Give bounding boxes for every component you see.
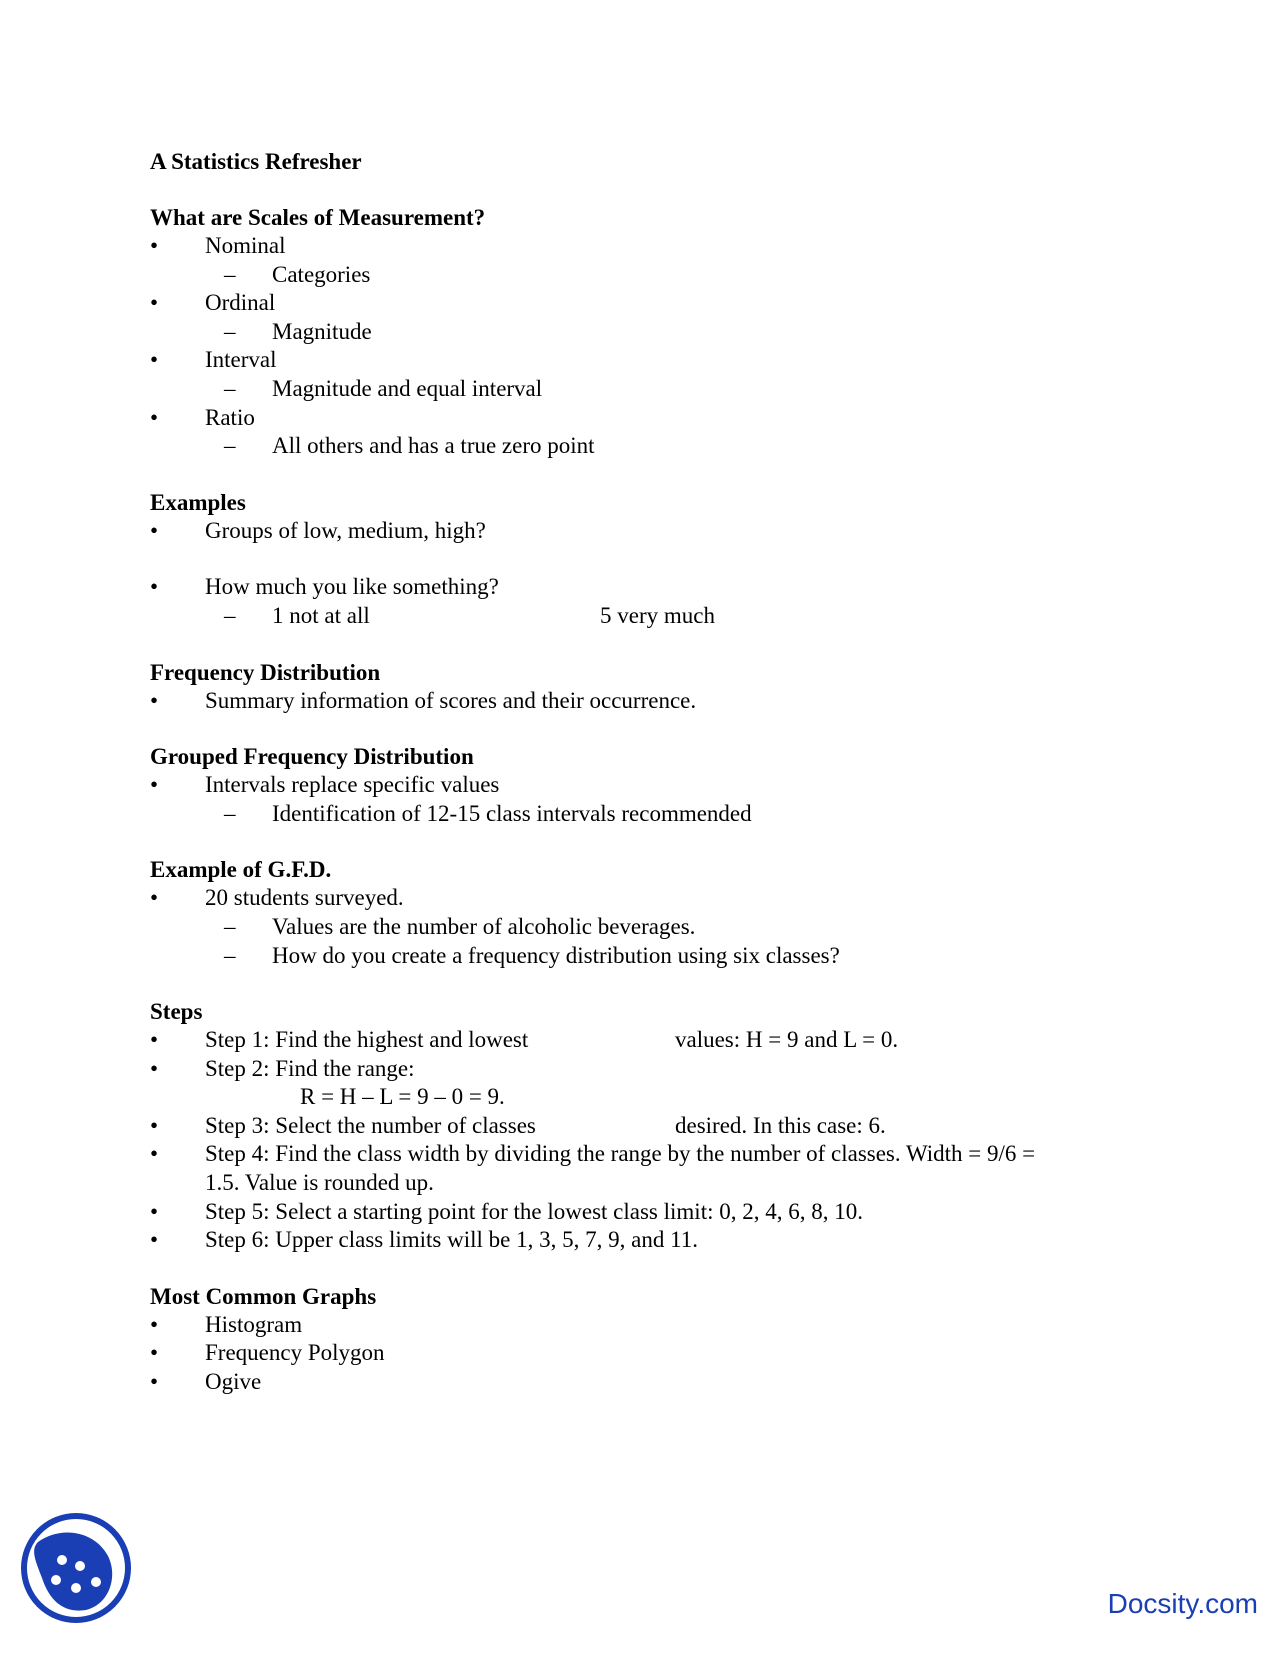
step-3: Step 3: Select the number of classes: [205, 1112, 536, 1138]
example-liking: How much you like something?: [205, 574, 499, 600]
scale-interval-desc: Magnitude and equal interval: [272, 375, 543, 401]
list-item: [150, 1026, 1150, 1055]
docsity-brand-link[interactable]: Docsity.com: [1107, 1588, 1258, 1619]
list-subitem: [150, 318, 1150, 347]
list-item: [150, 1112, 1150, 1141]
graphs-heading: Most Common Graphs: [150, 1283, 377, 1309]
bullet-icon: •: [150, 687, 159, 713]
freq-desc: Summary information of scores and their occurrence.: [205, 687, 697, 713]
bullet-icon: •: [150, 1311, 159, 1337]
bullet-icon: •: [150, 772, 159, 798]
scale-nominal: Nominal: [205, 233, 286, 258]
step-4-continued: 1.5. Value is rounded up.: [205, 1170, 434, 1196]
bullet-icon: •: [150, 1227, 159, 1253]
list-subitem: [150, 942, 1150, 971]
bullet-icon: •: [150, 290, 159, 316]
scale-nominal-desc: Categories: [272, 261, 371, 287]
list-item: [150, 771, 1150, 800]
bullet-icon: •: [150, 1340, 159, 1366]
list-item: [150, 1140, 1150, 1169]
step-3-desired: desired. In this case: 6.: [675, 1112, 886, 1138]
dash-icon: –: [224, 800, 236, 826]
list-subitem: [150, 432, 1150, 461]
examples-heading: Examples: [150, 489, 246, 515]
step-1-values: values: H = 9 and L = 0.: [675, 1027, 899, 1053]
list-subitem: [150, 375, 1150, 404]
dash-icon: –: [224, 375, 236, 401]
steps-heading: Steps: [150, 999, 203, 1025]
dash-icon: –: [224, 942, 236, 968]
gfd-question: How do you create a frequency distribution using six classes?: [272, 942, 840, 968]
list-item: [150, 232, 1150, 261]
document-page: [150, 148, 1150, 1397]
dash-icon: –: [224, 318, 236, 344]
bullet-icon: •: [150, 347, 159, 373]
bullet-icon: •: [150, 1198, 159, 1224]
step-5: Step 5: Select a starting point for the lowest class limit: 0, 2, 4, 6, 8, 10.: [205, 1198, 863, 1224]
scale-interval: Interval: [205, 347, 277, 373]
list-item: [150, 404, 1150, 433]
list-item: [150, 1311, 1150, 1340]
list-subitem: [150, 913, 1150, 942]
list-item: [150, 346, 1150, 375]
dash-icon: –: [224, 602, 236, 628]
grouped-desc: Intervals replace specific values: [205, 772, 500, 798]
grouped-sub: Identification of 12-15 class intervals recommended: [272, 800, 752, 826]
graph-ogive: Ogive: [205, 1369, 262, 1395]
continuation-line: [150, 1169, 1150, 1198]
list-item: [150, 1368, 1150, 1397]
bullet-icon: •: [150, 574, 159, 600]
docsity-logo-icon[interactable]: [20, 1512, 132, 1624]
graph-frequency-polygon: Frequency Polygon: [205, 1340, 385, 1366]
graph-histogram: Histogram: [205, 1311, 303, 1337]
document-title: A Statistics Refresher: [150, 149, 362, 174]
grouped-heading: Grouped Frequency Distribution: [150, 744, 474, 770]
list-item: [150, 1226, 1150, 1255]
scale-ordinal-desc: Magnitude: [272, 318, 372, 344]
scale-ratio: Ratio: [205, 404, 255, 430]
list-subitem: [150, 261, 1150, 290]
list-subitem: [150, 800, 1150, 829]
formula-line: [150, 1083, 1150, 1112]
bullet-icon: •: [150, 1369, 159, 1395]
step-4: Step 4: Find the class width by dividing the range by the number of classes. Width = 9/6 =: [205, 1141, 1036, 1167]
bullet-icon: •: [150, 1141, 159, 1167]
list-item: [150, 687, 1150, 716]
gfd-heading: Example of G.F.D.: [150, 857, 332, 883]
list-subitem: [150, 602, 1150, 631]
step-6: Step 6: Upper class limits will be 1, 3, 5, 7, 9, and 11.: [205, 1227, 698, 1253]
step-1: Step 1: Find the highest and lowest: [205, 1027, 529, 1053]
list-item: [150, 573, 1150, 602]
list-item: [150, 884, 1150, 913]
list-item: [150, 517, 1150, 546]
list-item: [150, 1055, 1150, 1084]
scale-ordinal: Ordinal: [205, 290, 276, 316]
list-item: [150, 1339, 1150, 1368]
dash-icon: –: [224, 261, 236, 287]
freq-heading: Frequency Distribution: [150, 659, 381, 685]
list-item: [150, 289, 1150, 318]
dash-icon: –: [224, 913, 236, 939]
scale-ratio-desc: All others and has a true zero point: [272, 433, 595, 459]
scale-low-anchor: 1 not at all: [272, 602, 370, 628]
range-formula: R = H – L = 9 – 0 = 9.: [300, 1084, 505, 1110]
scale-high-anchor: 5 very much: [600, 602, 715, 628]
dash-icon: –: [224, 433, 236, 459]
bullet-icon: •: [150, 233, 159, 258]
list-item: [150, 1198, 1150, 1227]
gfd-values: Values are the number of alcoholic beverages.: [272, 913, 696, 939]
bullet-icon: •: [150, 1055, 159, 1081]
example-groups: Groups of low, medium, high?: [205, 517, 486, 543]
bullet-icon: •: [150, 1112, 159, 1138]
bullet-icon: •: [150, 404, 159, 430]
bullet-icon: •: [150, 517, 159, 543]
gfd-students: 20 students surveyed.: [205, 885, 404, 911]
bullet-icon: •: [150, 1027, 159, 1053]
scales-heading: What are Scales of Measurement?: [150, 205, 486, 230]
bullet-icon: •: [150, 885, 159, 911]
step-2: Step 2: Find the range:: [205, 1055, 415, 1081]
